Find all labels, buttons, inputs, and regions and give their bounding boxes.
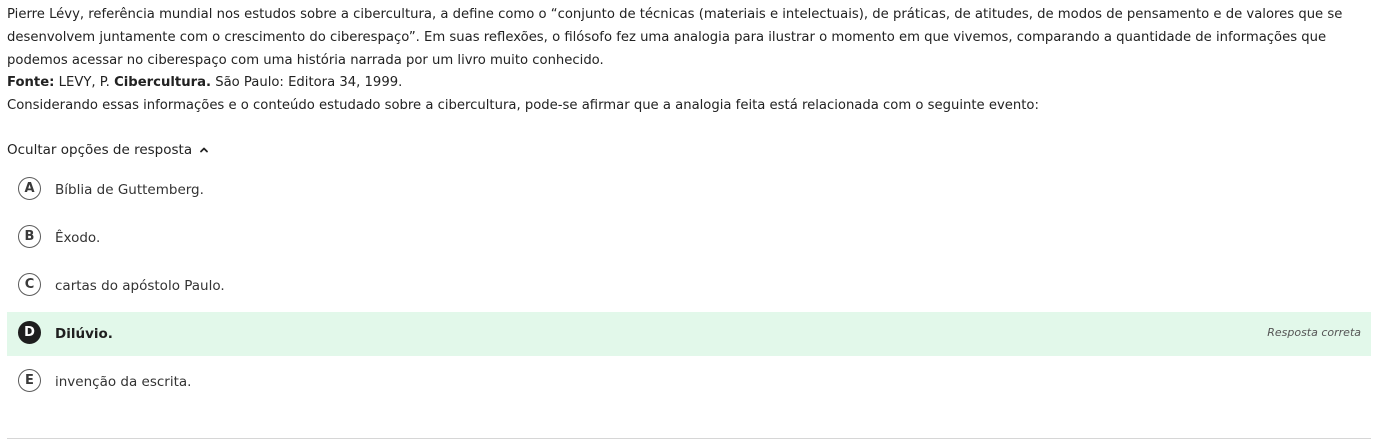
chevron-up-icon — [198, 144, 210, 156]
question-paragraph: Pierre Lévy, referência mundial nos estudos sobre a cibercultura, a define como o “conjunto de técnicas (materiais e intelectuais), de práticas, de atitudes, de modos de pensamento e de valores que se desenvolvem juntamente com o crescimento do ciberespaço”. Em suas reflexões, o filósofo fez uma analogia para ilustrar o momento em que vivemos, comparando a quantidade de informações que podemos acessar no ciberespaço com uma história narrada por um livro muito conhecido. — [7, 7, 1343, 68]
option-letter-badge: C — [18, 273, 41, 296]
option-letter-badge: A — [18, 177, 41, 200]
source-label: Fonte: — [7, 75, 55, 91]
question-statement — [7, 4, 1371, 118]
source-title: Cibercultura. — [114, 75, 211, 91]
answer-option-e[interactable] — [7, 360, 1371, 404]
hide-options-toggle[interactable] — [7, 139, 210, 161]
question-prompt: Considerando essas informações e o conteúdo estudado sobre a cibercultura, pode-se afirmar que a analogia feita está relacionada com o seguinte evento: — [7, 98, 1039, 114]
answer-option-b[interactable] — [7, 216, 1371, 260]
option-text: Bíblia de Guttemberg. — [55, 182, 204, 198]
correct-answer-label: Resposta correta — [1267, 326, 1361, 339]
option-text: cartas do apóstolo Paulo. — [55, 278, 225, 294]
question-source — [7, 72, 1371, 95]
option-letter-badge: D — [18, 321, 41, 344]
source-rest: São Paulo: Editora 34, 1999. — [211, 75, 403, 91]
source-author: LEVY, P. — [54, 75, 115, 91]
option-letter-badge: E — [18, 369, 41, 392]
option-letter-badge: B — [18, 225, 41, 248]
option-text: Êxodo. — [55, 230, 101, 246]
answer-option-c[interactable] — [7, 264, 1371, 308]
answer-option-a[interactable] — [7, 168, 1371, 212]
option-text: Dilúvio. — [55, 326, 113, 342]
hide-options-label: Ocultar opções de resposta — [7, 142, 193, 158]
section-divider — [7, 438, 1371, 439]
answer-option-d[interactable] — [7, 312, 1371, 356]
option-text: invenção da escrita. — [55, 374, 192, 390]
